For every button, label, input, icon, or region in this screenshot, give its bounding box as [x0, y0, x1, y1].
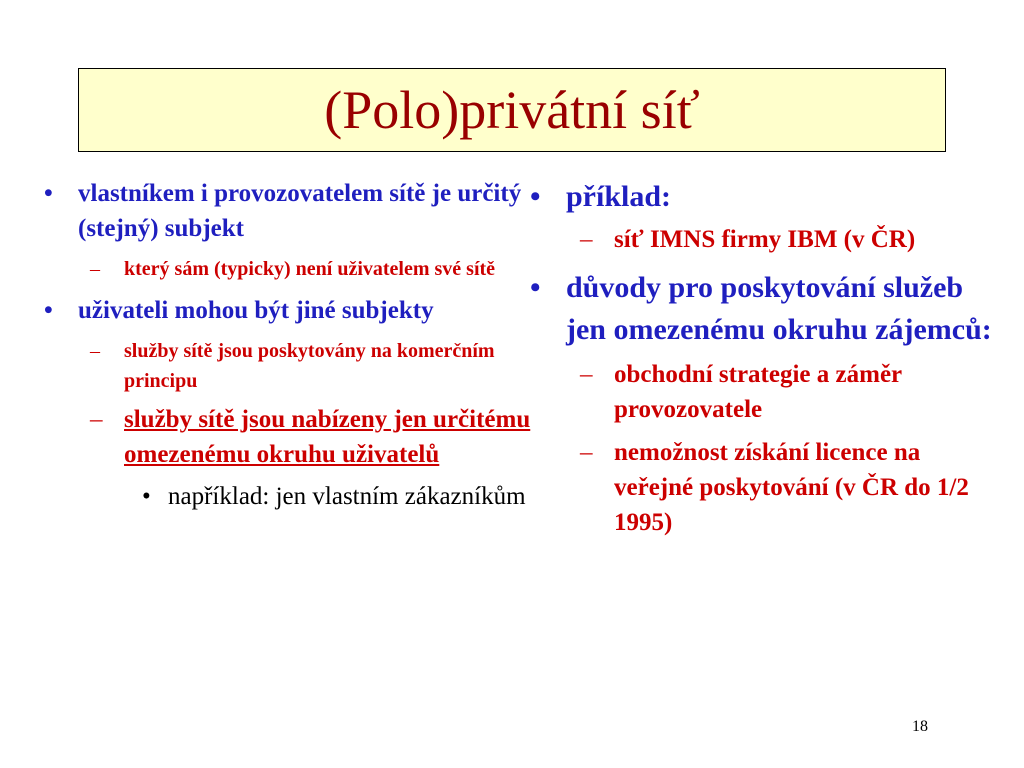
- dash-marker: –: [90, 258, 100, 280]
- dash-marker: –: [580, 226, 593, 253]
- left-sub-restricted: [40, 402, 540, 472]
- left-sub-not-user: [40, 254, 540, 284]
- right-sub-strategy: [528, 357, 998, 427]
- right-sub-license: [528, 435, 998, 540]
- bullet-marker: •: [44, 180, 53, 207]
- right-sub-imns-text: síť IMNS firmy IBM (v ČR): [614, 226, 916, 253]
- dash-marker: –: [90, 406, 103, 433]
- left-column: [40, 176, 540, 513]
- left-subsub-example-text: například: jen vlastním zákazníkům: [168, 483, 526, 510]
- bullet-marker: •: [530, 271, 541, 304]
- left-bullet-users-text: uživateli mohou být jiné subjekty: [78, 297, 434, 324]
- left-subsub-example: [40, 480, 540, 513]
- left-sub-commercial: [40, 336, 540, 396]
- bullet-marker: •: [530, 180, 541, 213]
- dash-marker: –: [580, 361, 593, 388]
- left-bullet-users: [40, 293, 540, 328]
- right-bullet-example-text: příklad:: [566, 180, 672, 213]
- dash-marker: –: [580, 439, 593, 466]
- left-bullet-owner: [40, 176, 540, 246]
- slide-title: (Polo)privátní síť: [324, 80, 700, 140]
- right-bullet-example: [528, 176, 998, 218]
- left-bullet-owner-text: vlastníkem i provozovatelem sítě je určitý (stejný) subjekt: [78, 180, 522, 242]
- dash-marker: –: [90, 340, 100, 362]
- right-sub-strategy-text: obchodní strategie a záměr provozovatele: [614, 361, 902, 423]
- left-sub-not-user-text: který sám (typicky) není uživatelem své sítě: [124, 258, 496, 280]
- page-number: 18: [912, 718, 928, 735]
- right-bullet-reasons-text: důvody pro poskytování služeb jen omezenému okruhu zájemců:: [566, 271, 992, 346]
- bullet-marker: •: [142, 483, 151, 510]
- left-sub-commercial-text: služby sítě jsou poskytovány na komerčním principu: [124, 340, 495, 392]
- right-column: [528, 176, 998, 540]
- right-bullet-reasons: [528, 267, 998, 351]
- right-sub-license-text: nemožnost získání licence na veřejné poskytování (v ČR do 1/2 1995): [614, 439, 969, 536]
- left-sub-restricted-text: služby sítě jsou nabízeny jen určitému omezenému okruhu uživatelů: [124, 406, 531, 468]
- bullet-marker: •: [44, 297, 53, 324]
- title-box: [78, 68, 946, 152]
- right-sub-imns: [528, 222, 998, 257]
